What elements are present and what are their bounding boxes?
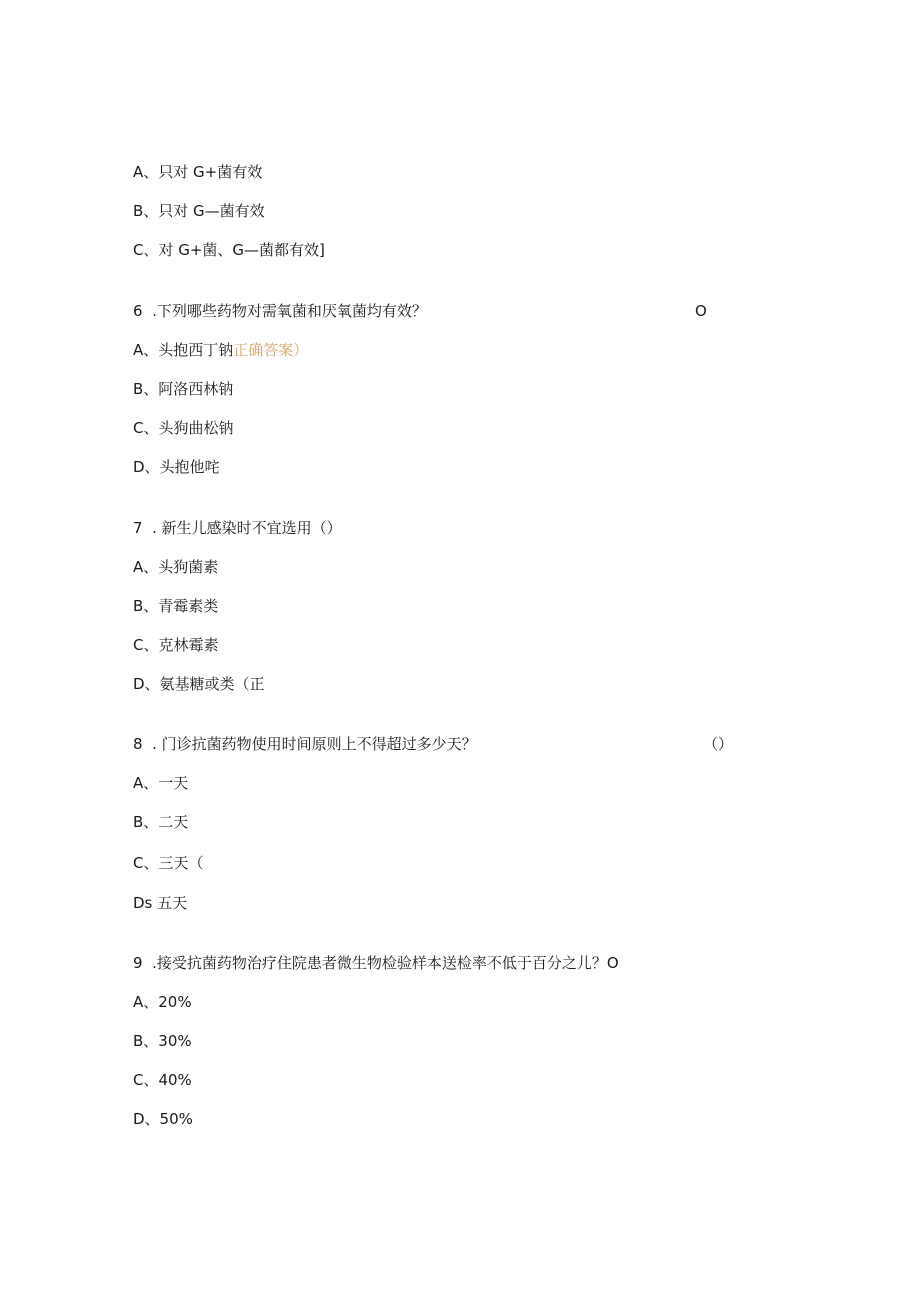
question-7: 7 . 新生儿感染时不宜选用（）	[133, 519, 342, 537]
question-8: 8 . 门诊抗菌药物使用时间原则上不得超过多少天？	[133, 735, 477, 753]
q6-option-c: C、头狗曲松钠	[133, 419, 234, 437]
q8-option-c: C、三天（	[133, 854, 204, 872]
correct-answer-mark: 正确答案）	[233, 341, 309, 359]
question-8-answer-slot: （）	[703, 735, 734, 753]
option-c: C、对 G+菌、G—菌都有效]	[133, 241, 325, 259]
question-6: 6 .下列哪些药物对需氧菌和厌氧菌均有效？	[133, 302, 427, 320]
q7-option-a: A、头狗菌素	[133, 558, 219, 576]
q6-option-b: B、阿洛西林钠	[133, 380, 234, 398]
q9-option-a: A、20%	[133, 993, 192, 1011]
q6-option-a-text: A、头抱西丁钠	[133, 341, 234, 359]
option-a: A、只对 G+菌有效	[133, 163, 263, 181]
q9-option-d: D、50%	[133, 1110, 193, 1128]
q7-option-b: B、青霉素类	[133, 597, 219, 615]
q8-option-b: B、二天	[133, 813, 189, 831]
q6-option-a	[133, 340, 308, 360]
question-6-answer-slot: O	[695, 302, 707, 320]
q9-option-c: C、40%	[133, 1071, 192, 1089]
q7-option-d: D、氨基糖或类（正	[133, 675, 265, 693]
q7-option-c: C、克林霉素	[133, 636, 219, 654]
q8-option-a: A、一天	[133, 774, 189, 792]
q6-option-d: D、头抱他咤	[133, 458, 220, 476]
option-b: B、只对 G—菌有效	[133, 202, 265, 220]
q8-option-d: Ds 五天	[133, 894, 188, 912]
q9-option-b: B、30%	[133, 1032, 192, 1050]
question-9: 9 .接受抗菌药物治疗住院患者微生物检验样本送检率不低于百分之儿？O	[133, 954, 619, 972]
